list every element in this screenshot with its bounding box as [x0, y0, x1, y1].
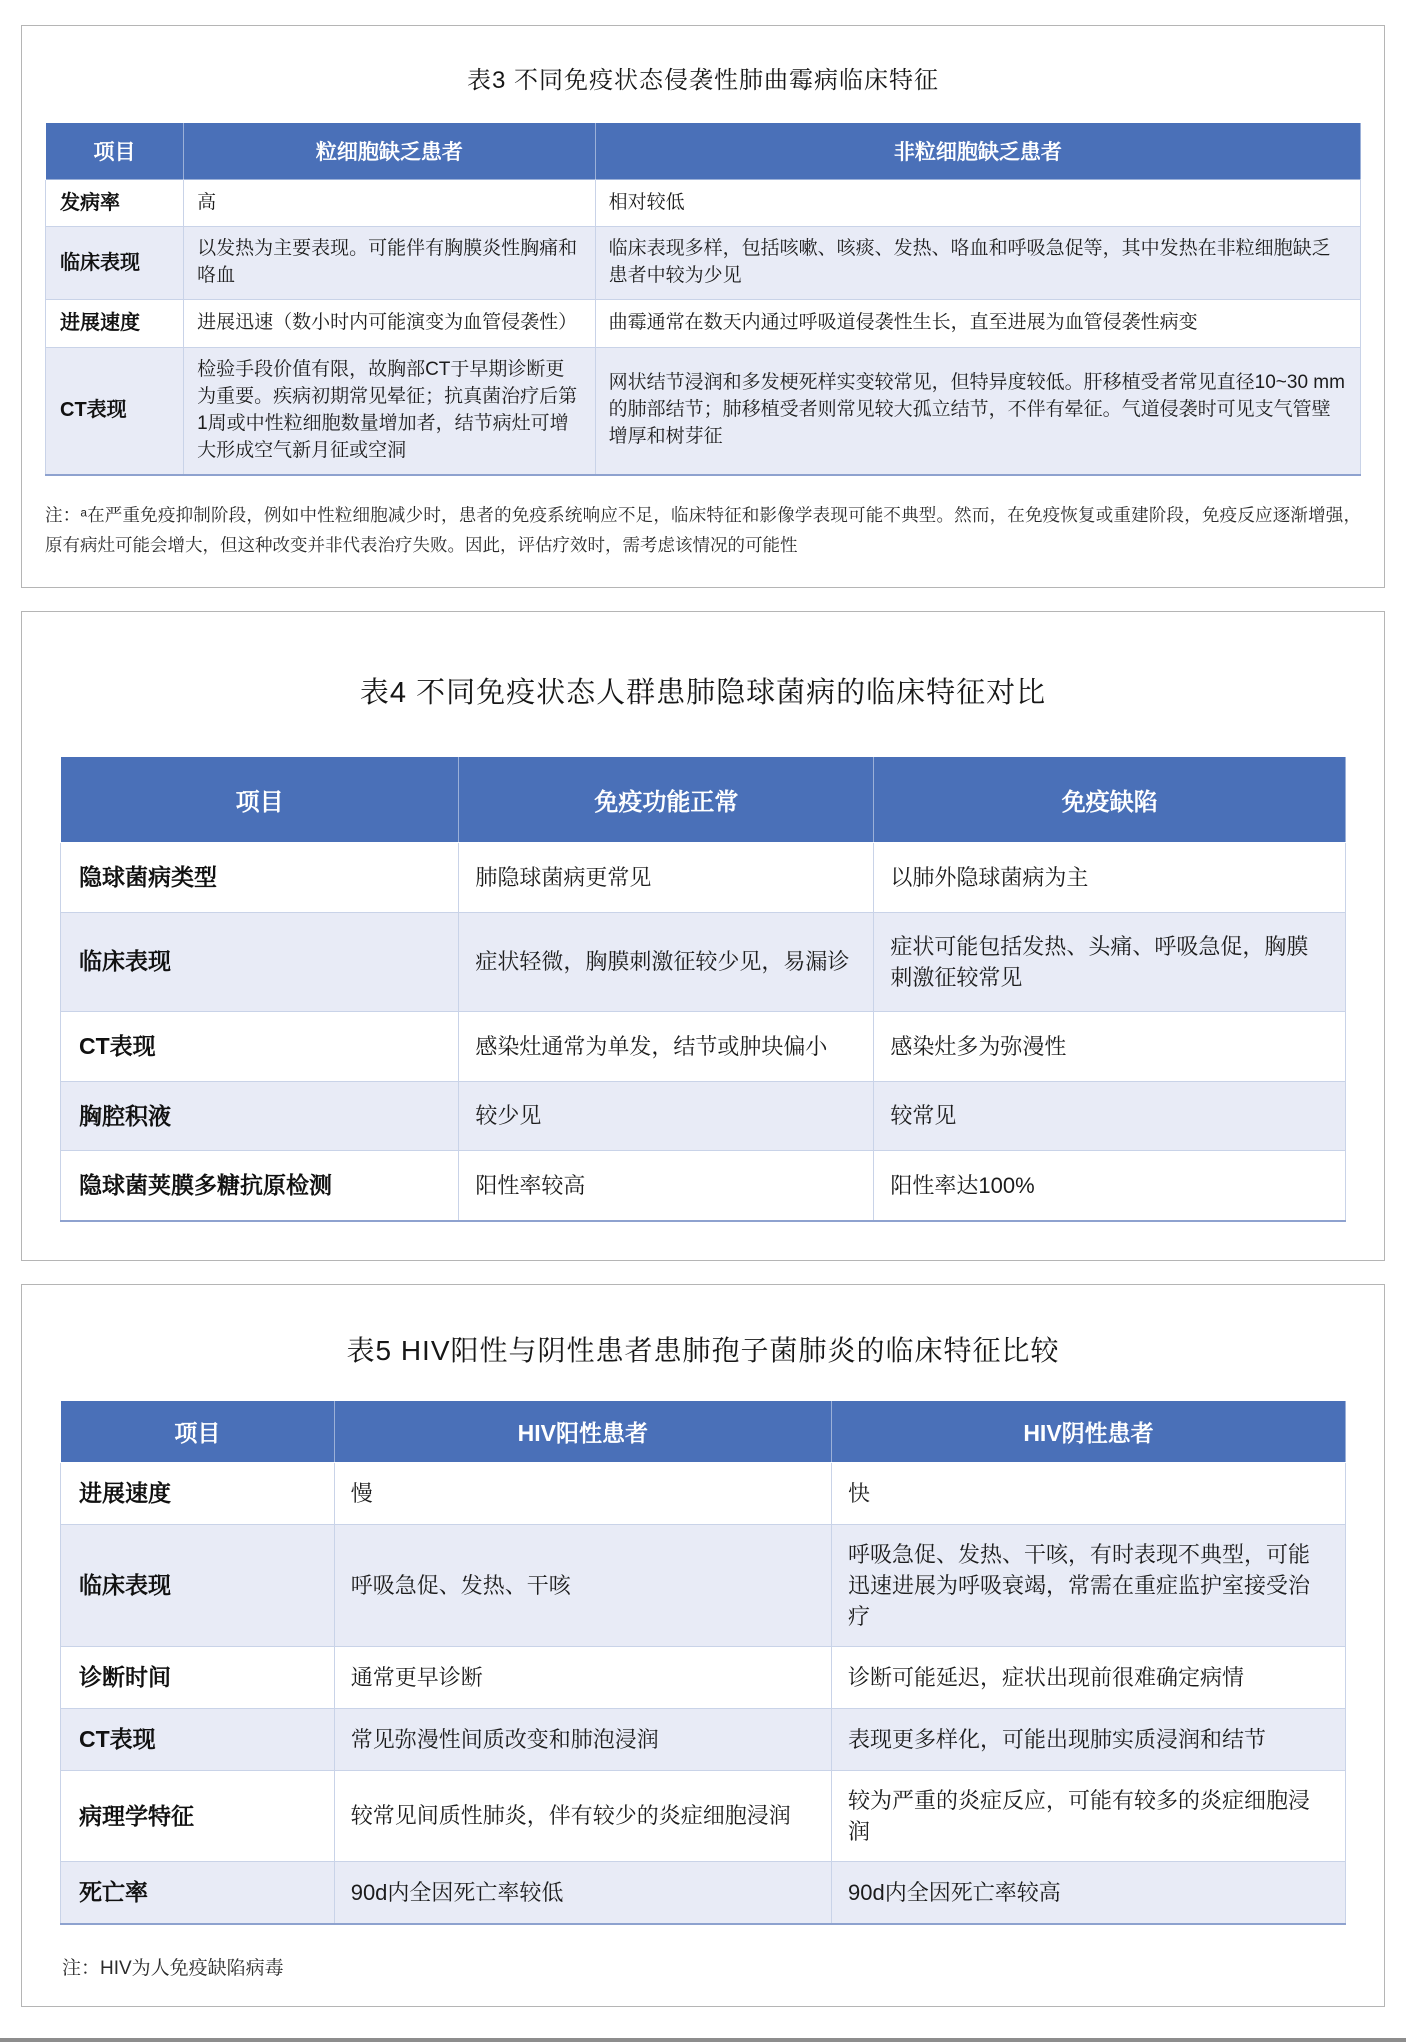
row-cell: 阳性率达100% — [874, 1151, 1346, 1221]
row-cell: 阳性率较高 — [459, 1151, 874, 1221]
table5-footnote: 注：HIV为人免疫缺陷病毒 — [62, 1957, 284, 1979]
table5 — [60, 1401, 1346, 1925]
row-label: CT表现 — [61, 1011, 459, 1081]
table-row — [61, 1862, 1346, 1924]
row-cell: 较常见间质性肺炎，伴有较少的炎症细胞浸润 — [334, 1770, 831, 1861]
table-row — [61, 842, 1346, 912]
table4-title: 表4 不同免疫状态人群患肺隐球菌病的临床特征对比 — [359, 676, 1047, 709]
row-cell: 症状可能包括发热、头痛、呼吸急促，胸膜刺激征较常见 — [874, 912, 1346, 1011]
row-label: 隐球菌病类型 — [61, 842, 459, 912]
row-cell: 进展迅速（数小时内可能演变为血管侵袭性） — [184, 300, 596, 347]
table-row — [61, 1708, 1346, 1770]
row-cell: 90d内全因死亡率较低 — [334, 1862, 831, 1924]
row-label: 临床表现 — [61, 912, 459, 1011]
table5-col-hiv-negative: HIV阴性患者 — [831, 1401, 1345, 1463]
row-label: 发病率 — [46, 180, 184, 227]
row-label: 进展速度 — [61, 1462, 335, 1524]
table-row — [61, 1151, 1346, 1221]
table-row — [46, 227, 1361, 300]
table5-header-row — [61, 1401, 1346, 1463]
row-cell: 快 — [831, 1462, 1345, 1524]
table-row — [46, 300, 1361, 347]
row-cell: 高 — [184, 180, 596, 227]
table3-col-neutropenic: 粒细胞缺乏患者 — [184, 123, 596, 180]
row-cell: 症状轻微，胸膜刺激征较少见，易漏诊 — [459, 912, 874, 1011]
row-label: 进展速度 — [46, 300, 184, 347]
table5-header — [61, 1401, 1346, 1463]
table3-card — [21, 25, 1385, 588]
row-cell: 较常见 — [874, 1081, 1346, 1151]
table-row — [61, 1647, 1346, 1709]
table-row — [61, 1081, 1346, 1151]
row-label: CT表现 — [61, 1708, 335, 1770]
table4 — [60, 757, 1346, 1222]
row-cell: 临床表现多样，包括咳嗽、咳痰、发热、咯血和呼吸急促等，其中发热在非粒细胞缺乏患者中较为少见 — [595, 227, 1360, 300]
row-cell: 慢 — [334, 1462, 831, 1524]
table-row — [46, 347, 1361, 474]
row-cell: 较少见 — [459, 1081, 874, 1151]
table4-col-immunodeficient: 免疫缺陷 — [874, 757, 1346, 843]
row-label: 临床表现 — [61, 1524, 335, 1647]
row-cell: 较为严重的炎症反应，可能有较多的炎症细胞浸润 — [831, 1770, 1345, 1861]
row-cell: 诊断可能延迟，症状出现前很难确定病情 — [831, 1647, 1345, 1709]
table5-col-item: 项目 — [61, 1401, 335, 1463]
row-label: 隐球菌荚膜多糖抗原检测 — [61, 1151, 459, 1221]
row-cell: 通常更早诊断 — [334, 1647, 831, 1709]
row-label: 死亡率 — [61, 1862, 335, 1924]
table4-card — [21, 611, 1385, 1261]
row-label: 胸腔积液 — [61, 1081, 459, 1151]
row-cell: 呼吸急促、发热、干咳，有时表现不典型，可能迅速进展为呼吸衰竭，常需在重症监护室接受治疗 — [831, 1524, 1345, 1647]
table5-col-hiv-positive: HIV阳性患者 — [334, 1401, 831, 1463]
row-cell: 90d内全因死亡率较高 — [831, 1862, 1345, 1924]
table4-header-row — [61, 757, 1346, 843]
table-row — [61, 1462, 1346, 1524]
row-cell: 感染灶通常为单发，结节或肿块偏小 — [459, 1011, 874, 1081]
table-row — [61, 912, 1346, 1011]
row-cell: 表现更多样化，可能出现肺实质浸润和结节 — [831, 1708, 1345, 1770]
row-label: 临床表现 — [46, 227, 184, 300]
table5-card — [21, 1284, 1385, 2007]
table3-body — [46, 180, 1361, 475]
table-row — [61, 1011, 1346, 1081]
row-label: 诊断时间 — [61, 1647, 335, 1709]
table-row — [61, 1770, 1346, 1861]
row-label: 病理学特征 — [61, 1770, 335, 1861]
table5-body — [61, 1462, 1346, 1923]
row-label: CT表现 — [46, 347, 184, 474]
row-cell: 相对较低 — [595, 180, 1360, 227]
row-cell: 以肺外隐球菌病为主 — [874, 842, 1346, 912]
table3-header — [46, 123, 1361, 180]
row-cell: 以发热为主要表现。可能伴有胸膜炎性胸痛和咯血 — [184, 227, 596, 300]
table4-col-immunocompetent: 免疫功能正常 — [459, 757, 874, 843]
row-cell: 检验手段价值有限，故胸部CT于早期诊断更为重要。疾病初期常见晕征；抗真菌治疗后第1周或中性粒细胞数量增加者，结节病灶可增大形成空气新月征或空洞 — [184, 347, 596, 474]
table3-header-row — [46, 123, 1361, 180]
table4-col-item: 项目 — [61, 757, 459, 843]
table4-body — [61, 842, 1346, 1221]
table3-col-non-neutropenic: 非粒细胞缺乏患者 — [595, 123, 1360, 180]
table3-title: 表3 不同免疫状态侵袭性肺曲霉病临床特征 — [466, 67, 939, 94]
table3 — [45, 123, 1361, 476]
table-row — [46, 180, 1361, 227]
table3-col-item: 项目 — [46, 123, 184, 180]
table-row — [61, 1524, 1346, 1647]
row-cell: 网状结节浸润和多发梗死样实变较常见，但特异度较低。肝移植受者常见直径10~30 mm的肺部结节；肺移植受者则常见较大孤立结节，不伴有晕征。气道侵袭时可见支气管壁增厚和树芽征 — [595, 347, 1360, 474]
row-cell: 肺隐球菌病更常见 — [459, 842, 874, 912]
table3-footnote: 注：ᵃ在严重免疫抑制阶段，例如中性粒细胞减少时，患者的免疫系统响应不足，临床特征和影像学表现可能不典型。然而，在免疫恢复或重建阶段，免疫反应逐渐增强，原有病灶可能会增大，但这种改变并非代表治疗失败。因此，评估疗效时，需考虑该情况的可能性 — [45, 504, 1361, 556]
row-cell: 呼吸急促、发热、干咳 — [334, 1524, 831, 1647]
row-cell: 常见弥漫性间质改变和肺泡浸润 — [334, 1708, 831, 1770]
table4-header — [61, 757, 1346, 843]
row-cell: 曲霉通常在数天内通过呼吸道侵袭性生长，直至进展为血管侵袭性病变 — [595, 300, 1360, 347]
table5-title: 表5 HIV阳性与阴性患者患肺孢子菌肺炎的临床特征比较 — [346, 1334, 1060, 1366]
row-cell: 感染灶多为弥漫性 — [874, 1011, 1346, 1081]
